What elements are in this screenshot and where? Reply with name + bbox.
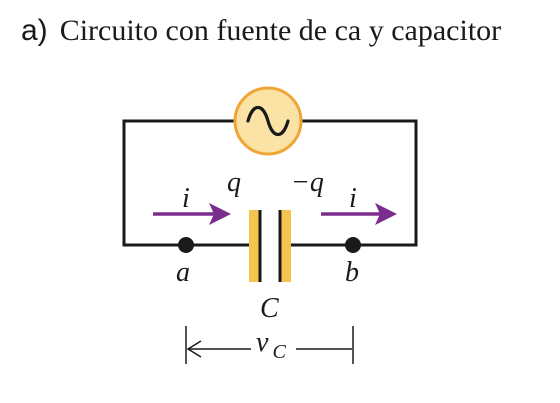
node-label-b: b	[345, 257, 359, 288]
voltage-label	[256, 327, 286, 363]
current-label-right: i	[349, 183, 357, 214]
capacitor-label: C	[260, 293, 279, 324]
current-arrow-right	[321, 203, 397, 225]
current-label-left: i	[182, 183, 190, 214]
charge-label-minus: −q	[291, 167, 324, 198]
node-label-a: a	[176, 257, 190, 288]
voltage-label-sub: C	[272, 341, 286, 363]
current-arrow-left	[153, 203, 231, 225]
caption-title: Circuito con fuente de ca y capacitor	[59, 14, 502, 47]
caption	[21, 14, 501, 47]
capacitor-plate-left-fill	[249, 210, 260, 282]
node-b-dot	[345, 237, 361, 253]
node-a-dot	[178, 237, 194, 253]
ac-source	[235, 88, 301, 154]
capacitor	[249, 210, 291, 282]
caption-part-label: a)	[21, 14, 48, 47]
charge-label-plus: q	[227, 167, 241, 198]
capacitor-plate-right-fill	[280, 210, 291, 282]
voltage-label-main: v	[256, 327, 269, 358]
